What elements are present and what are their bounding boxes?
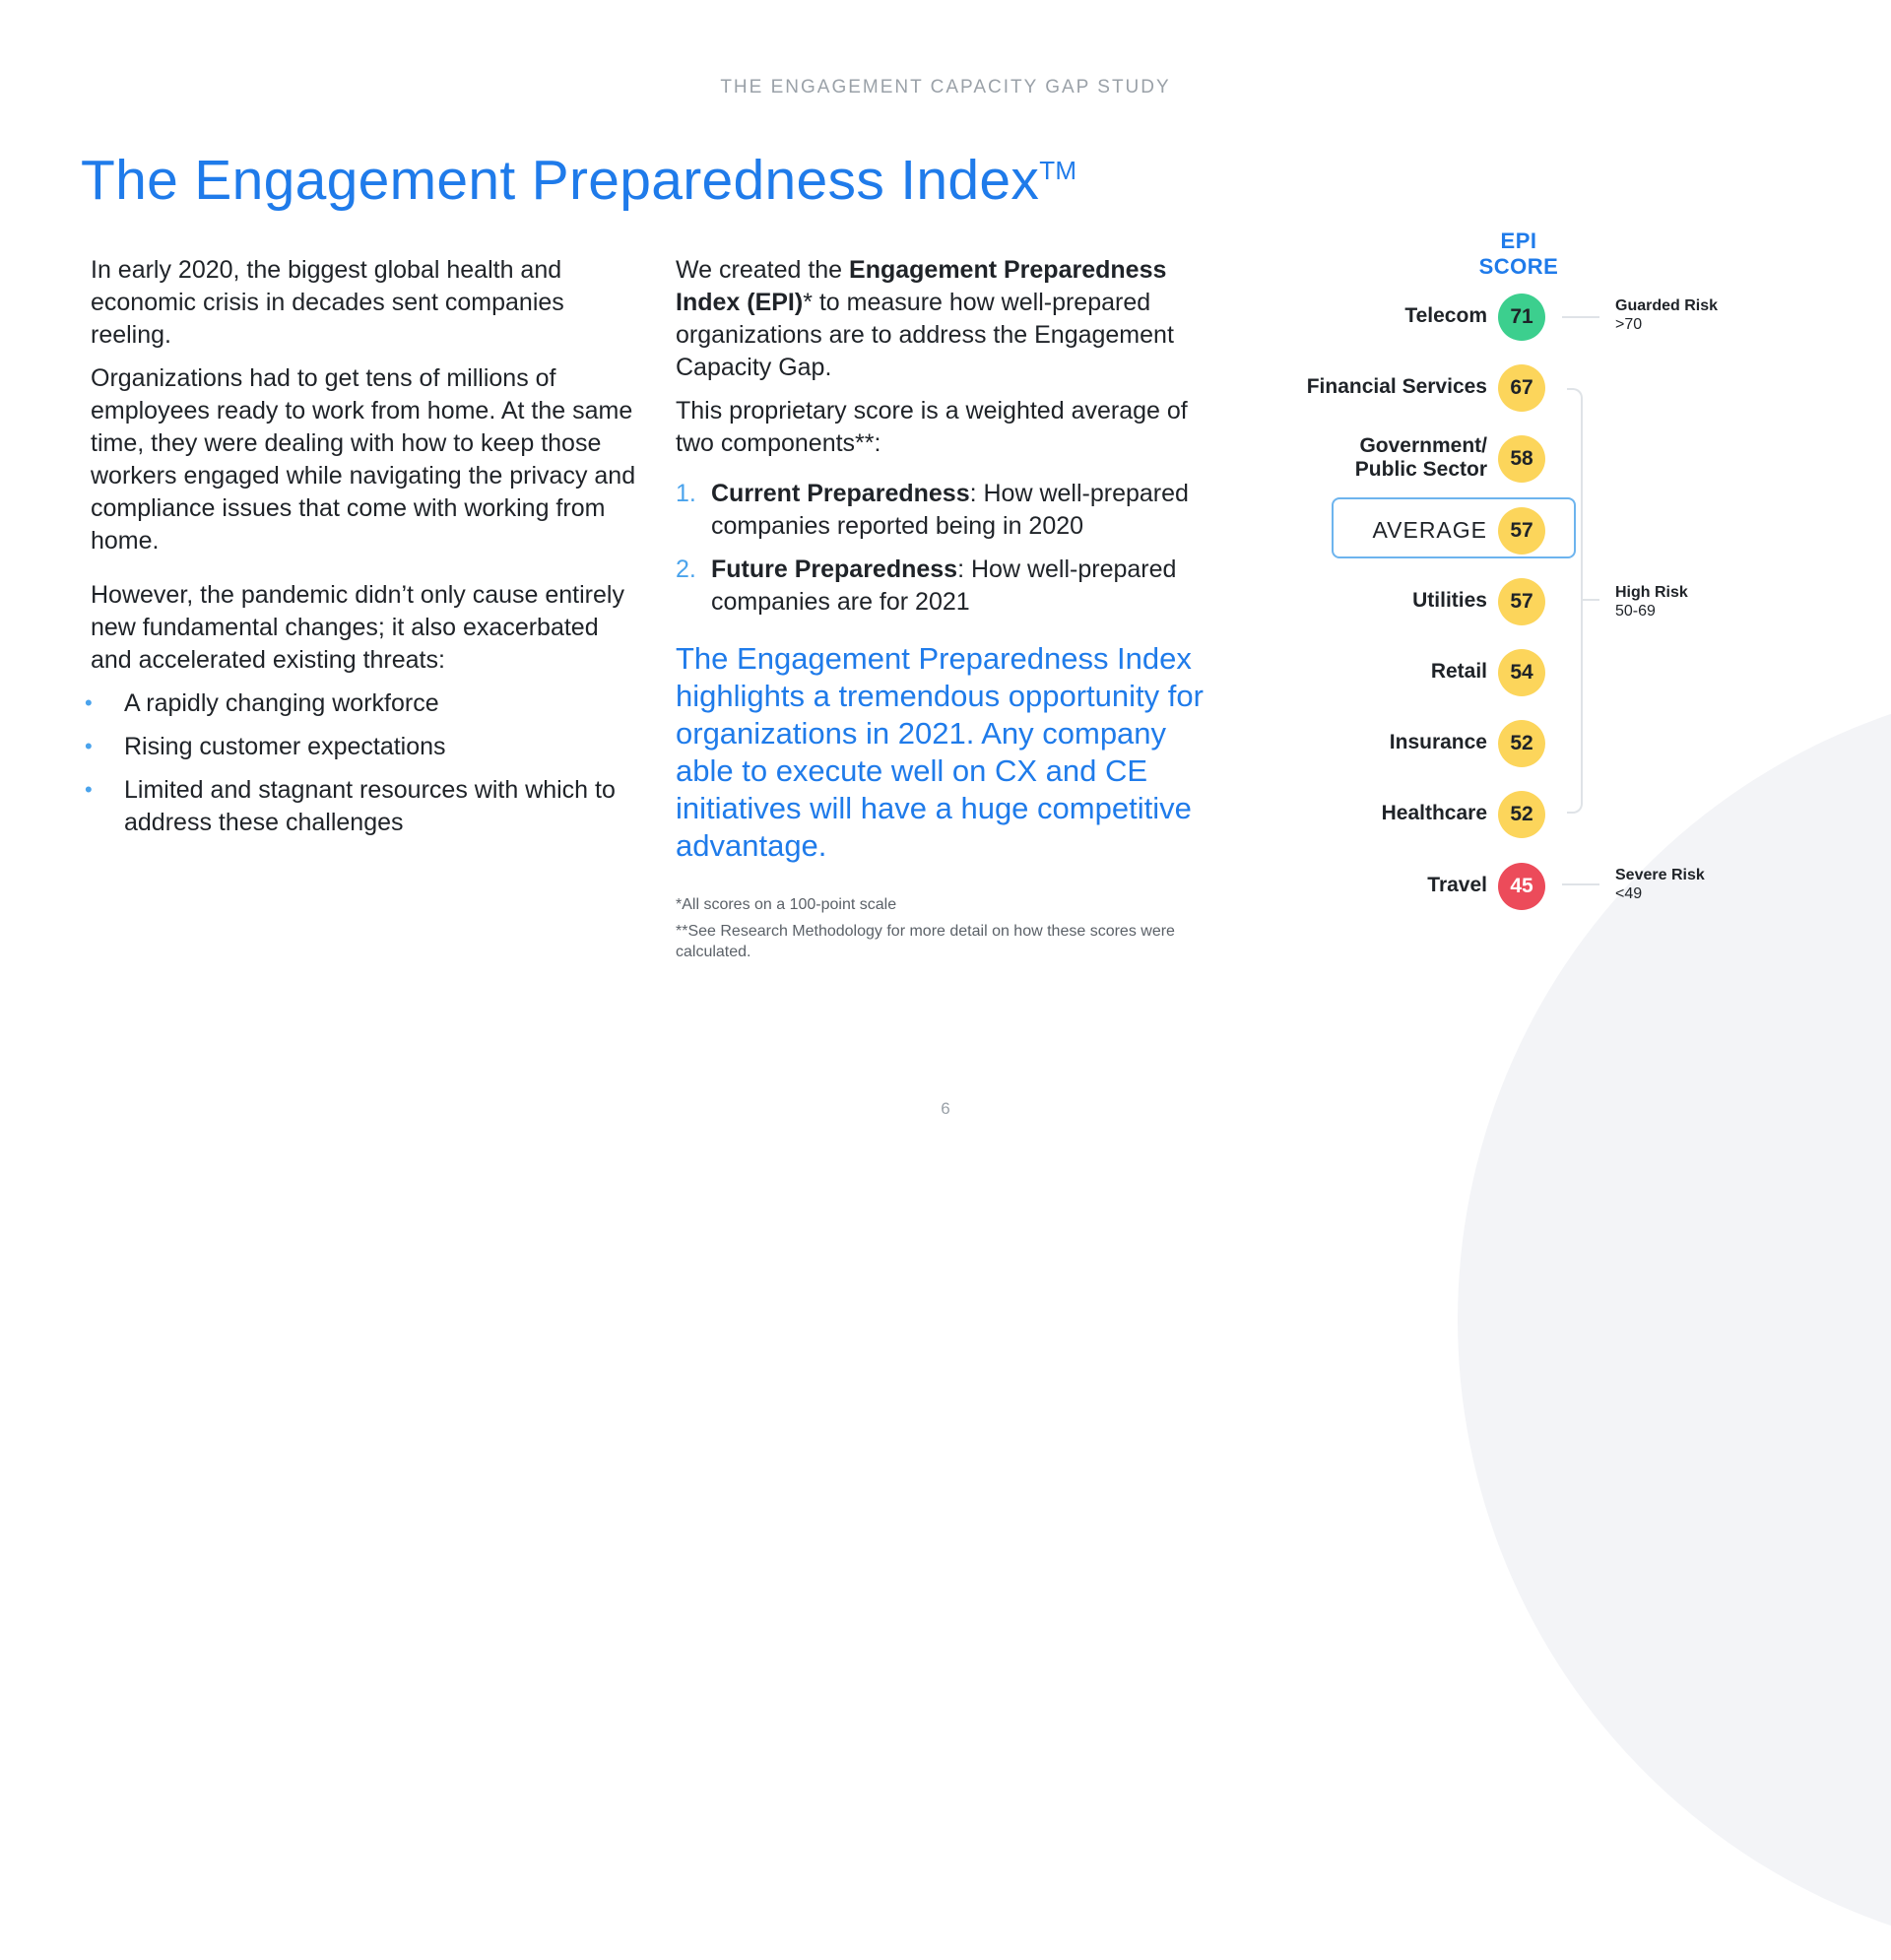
threats-paragraph: However, the pandemic didn’t only cause entirely new fundamental changes; it also exacerbated and accelerated existing threats: — [91, 581, 624, 674]
score-row — [1251, 362, 1842, 412]
score-bubble: 52 — [1498, 720, 1545, 767]
highlight-callout: The Engagement Preparedness Index highlights a tremendous opportunity for organizations in 2021. Any company able to execute well on CX and CE initiatives will have a huge competitive advantage. — [676, 641, 1204, 863]
industry-label: Insurance — [1389, 731, 1487, 754]
threats-list — [85, 687, 642, 839]
component-description: : How well-prepared companies are for 2021 — [711, 555, 1177, 616]
risk-name: Severe Risk — [1615, 867, 1705, 883]
bullet-icon: • — [85, 690, 93, 715]
score-row — [1251, 292, 1842, 341]
list-item — [85, 731, 642, 763]
epi-intro-lead: We created the — [676, 256, 850, 284]
score-row — [1251, 861, 1842, 910]
list-item-text: A rapidly changing workforce — [124, 689, 439, 717]
bullet-icon: • — [85, 777, 93, 802]
score-row — [1251, 647, 1842, 696]
score-bubble: 45 — [1498, 863, 1545, 910]
score-row — [1251, 789, 1842, 838]
page-number: 6 — [941, 1099, 950, 1118]
list-number: 2. — [676, 555, 696, 583]
list-item — [676, 478, 1207, 543]
page-title — [81, 148, 1076, 213]
remote-work-paragraph: Organizations had to get tens of millions of employees ready to work from home. At the same time, they were dealing with how to keep those workers engaged while navigating the privacy and compliance issues that come with working from home. — [91, 364, 636, 555]
score-bubble: 58 — [1498, 435, 1545, 483]
industry-label: AVERAGE — [1372, 516, 1487, 543]
risk-name: Guarded Risk — [1615, 297, 1719, 314]
component-term: Future Preparedness — [711, 555, 958, 583]
epi-name: Engagement Preparedness Index (EPI) — [676, 256, 1167, 316]
list-item — [85, 687, 642, 720]
score-bubble: 57 — [1498, 507, 1545, 555]
left-column — [85, 254, 642, 850]
list-item — [85, 774, 642, 839]
component-term: Current Preparedness — [711, 480, 970, 507]
footnotes — [676, 894, 1207, 962]
trademark-mark: TM — [1039, 156, 1077, 185]
industry-label: Telecom — [1404, 304, 1487, 327]
bullet-icon: • — [85, 734, 93, 758]
industry-label: Government/ Public Sector — [1354, 434, 1487, 482]
chart-title: EPI SCORE — [1478, 229, 1559, 279]
middle-column — [676, 254, 1207, 968]
page-title-text: The Engagement Preparedness Index — [81, 149, 1040, 212]
footnote-scale: *All scores on a 100-point scale — [676, 896, 897, 913]
list-item-text: Rising customer expectations — [124, 733, 446, 760]
risk-range: 50-69 — [1615, 603, 1656, 620]
component-description: : How well-prepared companies reported being in 2020 — [711, 480, 1189, 540]
average-row — [1251, 505, 1842, 555]
list-number: 1. — [676, 480, 696, 507]
epi-intro-rest: * to measure how well-prepared organizations are to address the Engagement Capacity Gap. — [676, 289, 1174, 381]
score-row — [1251, 576, 1842, 625]
list-item-text: Limited and stagnant resources with which to address these challenges — [124, 776, 616, 836]
components-list — [676, 478, 1207, 619]
list-item — [676, 554, 1207, 619]
weighted-average-paragraph: This proprietary score is a weighted average of two components**: — [676, 397, 1188, 457]
industry-label: Travel — [1427, 873, 1487, 896]
score-bubble: 67 — [1498, 364, 1545, 412]
score-row — [1251, 718, 1842, 767]
score-bubble: 71 — [1498, 294, 1545, 341]
risk-range: >70 — [1615, 316, 1643, 333]
score-bubble: 57 — [1498, 578, 1545, 625]
epi-intro-paragraph — [676, 254, 1207, 384]
score-bubble: 54 — [1498, 649, 1545, 696]
industry-label: Utilities — [1412, 588, 1487, 612]
score-row — [1251, 433, 1842, 483]
footnote-methodology: **See Research Methodology for more detail on how these scores were calculated. — [676, 923, 1175, 960]
score-bubble: 52 — [1498, 791, 1545, 838]
epi-score-chart — [1251, 217, 1842, 926]
intro-paragraph: In early 2020, the biggest global health and economic crisis in decades sent companies reeling. — [91, 256, 564, 349]
industry-label: Financial Services — [1306, 375, 1487, 399]
risk-range: <49 — [1615, 885, 1643, 902]
report-eyebrow: THE ENGAGEMENT CAPACITY GAP STUDY — [720, 77, 1171, 98]
industry-label: Retail — [1430, 660, 1487, 683]
industry-label: Healthcare — [1381, 802, 1487, 825]
risk-name: High Risk — [1615, 584, 1688, 601]
